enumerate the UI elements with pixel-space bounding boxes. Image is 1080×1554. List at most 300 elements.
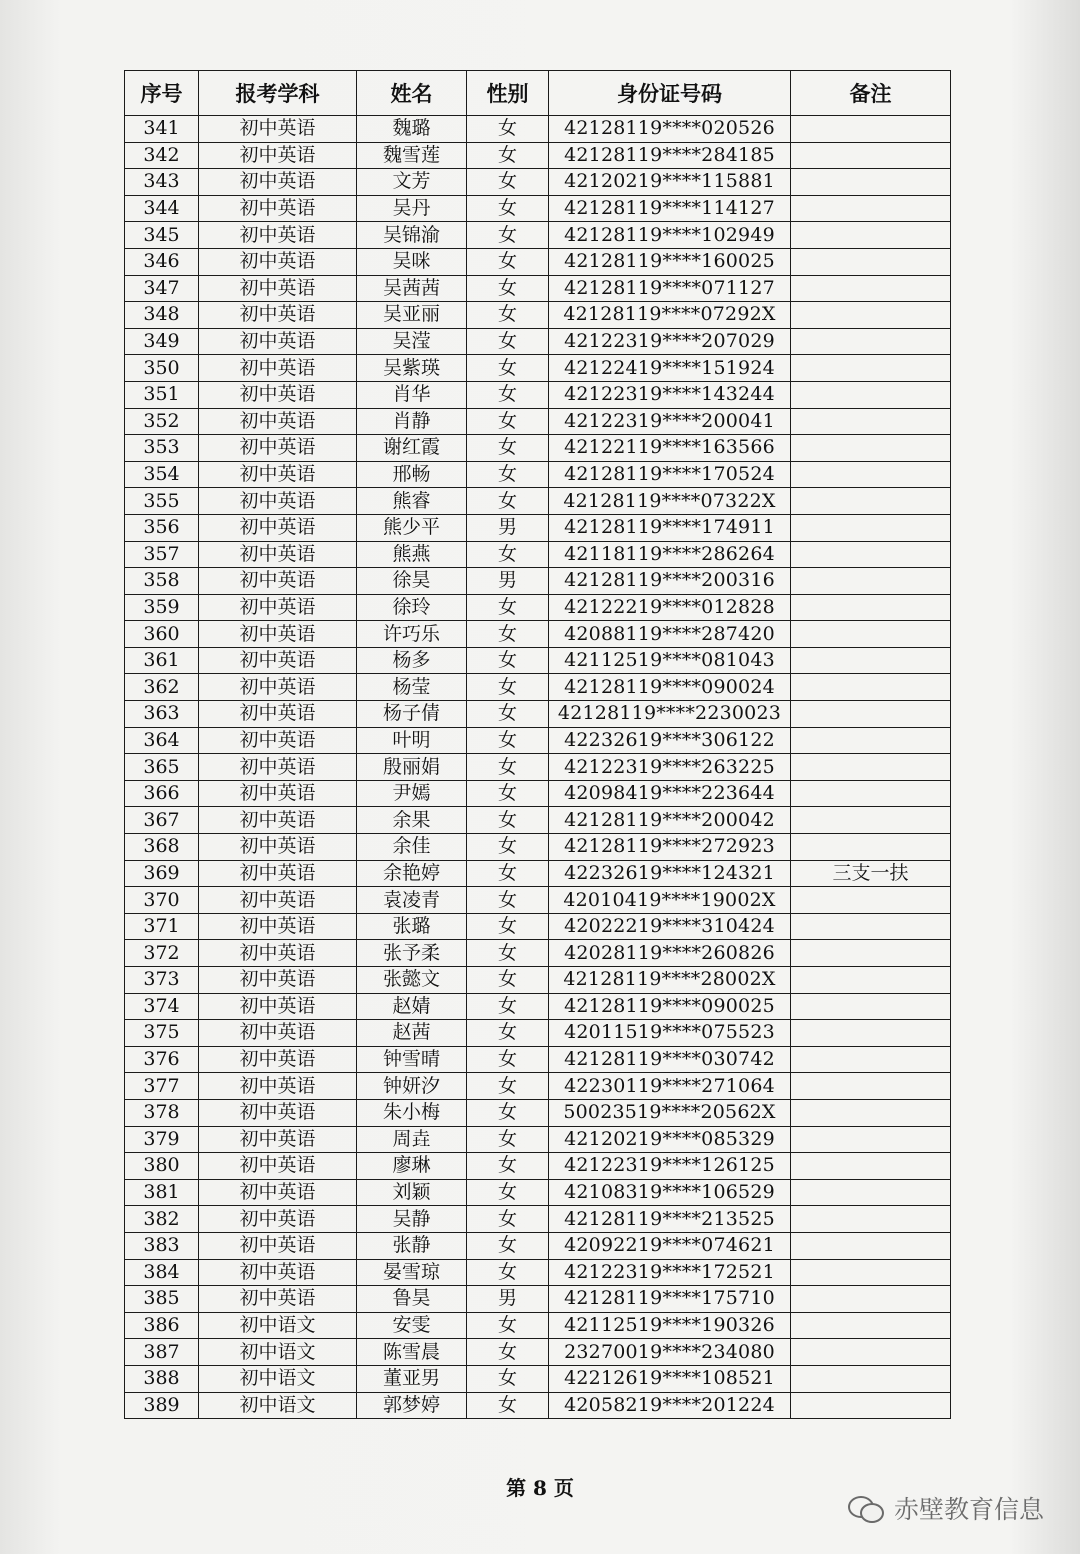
cell-gender: 女 [467,1179,549,1206]
cell-name: 刘颖 [357,1179,467,1206]
table-row [125,1259,951,1286]
cell-remarks [791,754,951,781]
cell-subject: 初中英语 [199,1259,357,1286]
cell-name: 吴咪 [357,248,467,275]
cell-remarks [791,1259,951,1286]
header-subject: 报考学科 [199,71,357,116]
cell-index: 342 [125,142,199,169]
cell-name: 袁凌青 [357,887,467,914]
cell-name: 吴锦渝 [357,222,467,249]
cell-id-number: 42230119****271064 [549,1073,791,1100]
cell-id-number: 42128119****170524 [549,461,791,488]
cell-name: 吴静 [357,1206,467,1233]
cell-gender: 男 [467,514,549,541]
table-row [125,594,951,621]
cell-gender: 女 [467,913,549,940]
cell-remarks [791,1339,951,1366]
cell-id-number: 42022219****310424 [549,913,791,940]
cell-index: 361 [125,647,199,674]
cell-subject: 初中英语 [199,1286,357,1313]
cell-subject: 初中英语 [199,780,357,807]
cell-id-number: 42092219****074621 [549,1232,791,1259]
table-row [125,1179,951,1206]
cell-index: 368 [125,834,199,861]
cell-gender: 女 [467,754,549,781]
cell-index: 369 [125,860,199,887]
cell-gender: 女 [467,674,549,701]
table-row [125,302,951,329]
cell-index: 346 [125,248,199,275]
cell-id-number: 42010419****19002X [549,887,791,914]
cell-name: 钟雪晴 [357,1046,467,1073]
cell-index: 363 [125,701,199,728]
cell-name: 张予柔 [357,940,467,967]
cell-subject: 初中英语 [199,488,357,515]
cell-id-number: 42122419****151924 [549,355,791,382]
cell-name: 魏璐 [357,116,467,143]
header-index: 序号 [125,71,199,116]
cell-index: 350 [125,355,199,382]
cell-remarks [791,514,951,541]
table-row [125,195,951,222]
cell-gender: 女 [467,1046,549,1073]
table-row [125,1232,951,1259]
table-row [125,674,951,701]
cell-gender: 女 [467,488,549,515]
table-row [125,328,951,355]
table-row [125,1126,951,1153]
cell-remarks [791,568,951,595]
cell-id-number: 42128119****090025 [549,993,791,1020]
table-row [125,1286,951,1313]
cell-subject: 初中英语 [199,328,357,355]
cell-id-number: 42122319****263225 [549,754,791,781]
cell-remarks [791,807,951,834]
cell-index: 359 [125,594,199,621]
table-row [125,1020,951,1047]
cell-remarks [791,248,951,275]
cell-index: 376 [125,1046,199,1073]
cell-index: 352 [125,408,199,435]
cell-index: 370 [125,887,199,914]
cell-name: 张静 [357,1232,467,1259]
cell-name: 余佳 [357,834,467,861]
table-row [125,834,951,861]
table-row [125,1312,951,1339]
cell-name: 许巧乐 [357,621,467,648]
cell-subject: 初中英语 [199,860,357,887]
cell-gender: 女 [467,1365,549,1392]
cell-id-number: 42128119****213525 [549,1206,791,1233]
table-row [125,142,951,169]
cell-remarks [791,1206,951,1233]
cell-id-number: 42232619****306122 [549,727,791,754]
table-row [125,568,951,595]
cell-gender: 女 [467,1339,549,1366]
cell-gender: 女 [467,701,549,728]
cell-id-number: 42128119****2230023 [549,701,791,728]
cell-subject: 初中英语 [199,834,357,861]
cell-name: 鲁昊 [357,1286,467,1313]
cell-name: 钟妍汐 [357,1073,467,1100]
cell-remarks [791,1312,951,1339]
table-row [125,1206,951,1233]
cell-subject: 初中英语 [199,195,357,222]
cell-name: 叶明 [357,727,467,754]
cell-index: 362 [125,674,199,701]
cell-id-number: 42011519****075523 [549,1020,791,1047]
wechat-icon [848,1494,886,1522]
cell-id-number: 42028119****260826 [549,940,791,967]
cell-index: 343 [125,169,199,196]
cell-remarks [791,940,951,967]
table-row [125,1073,951,1100]
table-row [125,488,951,515]
cell-name: 吴滢 [357,328,467,355]
cell-gender: 女 [467,381,549,408]
cell-remarks [791,328,951,355]
table-row [125,913,951,940]
cell-name: 肖静 [357,408,467,435]
header-row [125,71,951,116]
cell-index: 379 [125,1126,199,1153]
cell-subject: 初中英语 [199,355,357,382]
table-row [125,541,951,568]
table-row [125,1153,951,1180]
table-row [125,408,951,435]
cell-subject: 初中英语 [199,807,357,834]
cell-remarks [791,461,951,488]
cell-subject: 初中英语 [199,1046,357,1073]
cell-id-number: 42120219****115881 [549,169,791,196]
cell-id-number: 42098419****223644 [549,780,791,807]
cell-subject: 初中英语 [199,302,357,329]
cell-index: 381 [125,1179,199,1206]
cell-gender: 女 [467,993,549,1020]
cell-name: 邢畅 [357,461,467,488]
cell-subject: 初中英语 [199,940,357,967]
table-body [125,116,951,1419]
table-row [125,887,951,914]
cell-gender: 女 [467,1259,549,1286]
cell-gender: 女 [467,807,549,834]
cell-remarks [791,116,951,143]
cell-gender: 女 [467,461,549,488]
cell-index: 382 [125,1206,199,1233]
cell-name: 徐玲 [357,594,467,621]
cell-index: 358 [125,568,199,595]
cell-subject: 初中英语 [199,701,357,728]
cell-subject: 初中英语 [199,913,357,940]
cell-subject: 初中英语 [199,621,357,648]
cell-subject: 初中英语 [199,514,357,541]
cell-id-number: 42122319****172521 [549,1259,791,1286]
table-row [125,1365,951,1392]
cell-subject: 初中英语 [199,1232,357,1259]
cell-id-number: 42122319****207029 [549,328,791,355]
table-row [125,1099,951,1126]
cell-subject: 初中英语 [199,727,357,754]
cell-name: 吴亚丽 [357,302,467,329]
cell-gender: 女 [467,408,549,435]
cell-remarks [791,1153,951,1180]
table-row [125,222,951,249]
cell-gender: 女 [467,116,549,143]
cell-id-number: 42128119****174911 [549,514,791,541]
cell-gender: 女 [467,940,549,967]
cell-remarks [791,1126,951,1153]
cell-subject: 初中语文 [199,1312,357,1339]
table-row [125,967,951,994]
cell-gender: 男 [467,1286,549,1313]
cell-subject: 初中英语 [199,435,357,462]
cell-gender: 女 [467,328,549,355]
cell-id-number: 42128119****284185 [549,142,791,169]
cell-gender: 女 [467,1392,549,1419]
cell-remarks [791,1046,951,1073]
table-row [125,701,951,728]
cell-index: 360 [125,621,199,648]
cell-index: 351 [125,381,199,408]
cell-index: 365 [125,754,199,781]
cell-subject: 初中英语 [199,169,357,196]
cell-gender: 女 [467,248,549,275]
cell-index: 348 [125,302,199,329]
roster-table [124,70,951,1419]
cell-index: 349 [125,328,199,355]
header-id-number: 身份证号码 [549,71,791,116]
cell-remarks [791,1020,951,1047]
cell-remarks [791,701,951,728]
watermark [848,1490,1044,1526]
cell-name: 张璐 [357,913,467,940]
cell-remarks [791,142,951,169]
header-remarks: 备注 [791,71,951,116]
table-row [125,940,951,967]
cell-remarks [791,355,951,382]
cell-remarks [791,408,951,435]
cell-gender: 女 [467,1099,549,1126]
cell-subject: 初中英语 [199,1126,357,1153]
table-row [125,621,951,648]
cell-subject: 初中英语 [199,461,357,488]
cell-index: 364 [125,727,199,754]
table-row [125,355,951,382]
cell-remarks [791,834,951,861]
cell-name: 安雯 [357,1312,467,1339]
cell-remarks [791,541,951,568]
cell-gender: 女 [467,967,549,994]
cell-index: 367 [125,807,199,834]
cell-remarks [791,967,951,994]
cell-gender: 女 [467,142,549,169]
cell-remarks [791,887,951,914]
cell-name: 余果 [357,807,467,834]
cell-id-number: 42122219****012828 [549,594,791,621]
cell-gender: 女 [467,1020,549,1047]
cell-gender: 女 [467,302,549,329]
cell-name: 廖琳 [357,1153,467,1180]
page-number: 第 8 页 [506,1476,574,1500]
cell-id-number: 42128119****200042 [549,807,791,834]
cell-id-number: 42108319****106529 [549,1179,791,1206]
table-row [125,727,951,754]
cell-id-number: 42128119****28002X [549,967,791,994]
table-row [125,993,951,1020]
cell-gender: 女 [467,621,549,648]
cell-subject: 初中语文 [199,1392,357,1419]
cell-name: 魏雪莲 [357,142,467,169]
header-name: 姓名 [357,71,467,116]
cell-index: 383 [125,1232,199,1259]
cell-name: 徐昊 [357,568,467,595]
cell-remarks [791,1073,951,1100]
cell-remarks [791,435,951,462]
cell-id-number: 42128119****272923 [549,834,791,861]
cell-remarks: 三支一扶 [791,860,951,887]
cell-remarks [791,1179,951,1206]
header-gender: 性别 [467,71,549,116]
watermark-text: 赤壁教育信息 [893,1495,1044,1524]
cell-subject: 初中英语 [199,674,357,701]
cell-gender: 女 [467,541,549,568]
cell-index: 374 [125,993,199,1020]
cell-subject: 初中英语 [199,541,357,568]
table-row [125,275,951,302]
cell-id-number: 42128119****071127 [549,275,791,302]
cell-subject: 初中语文 [199,1339,357,1366]
cell-index: 355 [125,488,199,515]
cell-index: 344 [125,195,199,222]
cell-subject: 初中英语 [199,116,357,143]
cell-id-number: 42112519****081043 [549,647,791,674]
cell-remarks [791,1392,951,1419]
cell-id-number: 42118119****286264 [549,541,791,568]
cell-subject: 初中英语 [199,248,357,275]
cell-gender: 女 [467,1126,549,1153]
cell-index: 384 [125,1259,199,1286]
table-row [125,754,951,781]
cell-subject: 初中英语 [199,381,357,408]
cell-id-number: 23270019****234080 [549,1339,791,1366]
cell-index: 357 [125,541,199,568]
cell-index: 353 [125,435,199,462]
cell-remarks [791,1099,951,1126]
table-row [125,435,951,462]
cell-remarks [791,222,951,249]
cell-index: 347 [125,275,199,302]
cell-gender: 女 [467,355,549,382]
table-row [125,1392,951,1419]
cell-remarks [791,913,951,940]
cell-id-number: 42058219****201224 [549,1392,791,1419]
cell-index: 371 [125,913,199,940]
cell-name: 杨莹 [357,674,467,701]
cell-subject: 初中英语 [199,568,357,595]
table-row [125,514,951,541]
cell-index: 386 [125,1312,199,1339]
cell-id-number: 42128119****175710 [549,1286,791,1313]
cell-remarks [791,381,951,408]
cell-subject: 初中英语 [199,1020,357,1047]
cell-gender: 女 [467,647,549,674]
cell-name: 朱小梅 [357,1099,467,1126]
cell-remarks [791,621,951,648]
cell-subject: 初中英语 [199,993,357,1020]
cell-subject: 初中语文 [199,1365,357,1392]
cell-id-number: 42128119****200316 [549,568,791,595]
cell-subject: 初中英语 [199,275,357,302]
cell-index: 356 [125,514,199,541]
cell-name: 熊睿 [357,488,467,515]
cell-subject: 初中英语 [199,222,357,249]
cell-name: 杨子倩 [357,701,467,728]
cell-name: 吴丹 [357,195,467,222]
table-row [125,116,951,143]
cell-id-number: 42122319****200041 [549,408,791,435]
table-row [125,1046,951,1073]
cell-name: 文芳 [357,169,467,196]
table-row [125,248,951,275]
table-row [125,381,951,408]
cell-index: 341 [125,116,199,143]
table-row [125,860,951,887]
cell-id-number: 42122119****163566 [549,435,791,462]
cell-remarks [791,727,951,754]
cell-id-number: 42232619****124321 [549,860,791,887]
cell-name: 殷丽娟 [357,754,467,781]
cell-id-number: 42122319****143244 [549,381,791,408]
cell-id-number: 42128119****020526 [549,116,791,143]
cell-subject: 初中英语 [199,594,357,621]
cell-name: 肖华 [357,381,467,408]
cell-subject: 初中英语 [199,142,357,169]
cell-id-number: 42212619****108521 [549,1365,791,1392]
cell-remarks [791,647,951,674]
cell-gender: 女 [467,1232,549,1259]
cell-name: 陈雪晨 [357,1339,467,1366]
cell-remarks [791,1365,951,1392]
cell-id-number: 42112519****190326 [549,1312,791,1339]
cell-id-number: 42128119****160025 [549,248,791,275]
cell-remarks [791,674,951,701]
cell-index: 380 [125,1153,199,1180]
cell-name: 杨多 [357,647,467,674]
cell-gender: 女 [467,834,549,861]
cell-remarks [791,594,951,621]
cell-remarks [791,1232,951,1259]
cell-subject: 初中英语 [199,1153,357,1180]
cell-name: 吴茜茜 [357,275,467,302]
cell-subject: 初中英语 [199,647,357,674]
cell-index: 375 [125,1020,199,1047]
cell-gender: 女 [467,1073,549,1100]
cell-index: 345 [125,222,199,249]
cell-subject: 初中英语 [199,1179,357,1206]
cell-name: 谢红霞 [357,435,467,462]
cell-id-number: 42128119****07292X [549,302,791,329]
table-row [125,647,951,674]
cell-gender: 女 [467,1206,549,1233]
cell-gender: 女 [467,860,549,887]
cell-subject: 初中英语 [199,754,357,781]
table-header [125,71,951,116]
cell-subject: 初中英语 [199,1099,357,1126]
table-row [125,780,951,807]
cell-id-number: 42128119****030742 [549,1046,791,1073]
cell-index: 389 [125,1392,199,1419]
cell-id-number: 42120219****085329 [549,1126,791,1153]
